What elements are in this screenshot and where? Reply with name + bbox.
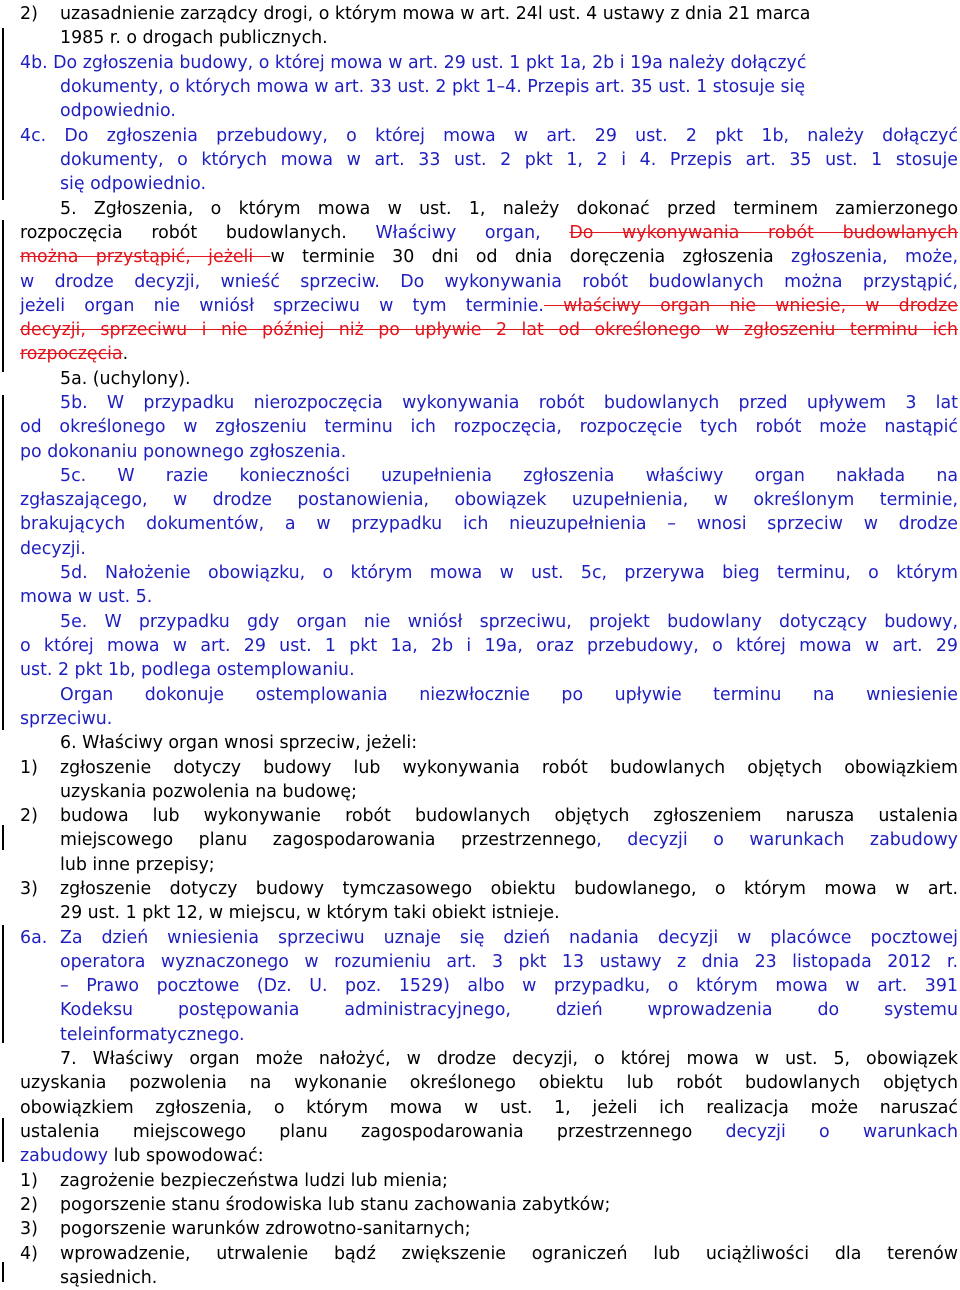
paragraph-5e-line: o której mowa w art. 29 ust. 1 pkt 1a, 2b i 19a, oraz przebudowy, o której mowa w art. 29 — [20, 636, 958, 656]
paragraph-4c-line: 4c. Do zgłoszenia przebudowy, o której mowa w art. 29 ust. 2 pkt 1b, należy dołączyć — [20, 126, 958, 146]
list-item-line: lub inne przepisy; — [60, 855, 215, 875]
paragraph-organ-line: sprzeciwu. — [20, 709, 113, 729]
list-item-line: wprowadzenie, utrwalenie bądź zwiększenie ograniczeń lub uciążliwości dla terenów — [60, 1244, 958, 1264]
list-number: 1) — [20, 758, 38, 778]
paragraph-7-line: 7. Właściwy organ może nałożyć, w drodze decyzji, o której mowa w ust. 5, obowiązek — [60, 1049, 958, 1069]
paragraph-5e-line: 5e. W przypadku gdy organ nie wniósł sprzeciwu, projekt budowlany dotyczący budowy, — [60, 612, 958, 632]
paragraph-4c-line: się odpowiednio. — [60, 174, 206, 194]
paragraph-5c-line: zgłaszającego, w drodze postanowienia, obowiązek uzupełnienia, w określonym terminie, — [20, 490, 958, 510]
paragraph-5-line: można przystąpić, jeżeli w terminie 30 dni od dnia doręczenia zgłoszenia zgłoszenia, może, — [20, 247, 958, 267]
paragraph-6a-line: – Prawo pocztowe (Dz. U. poz. 1529) albo w przypadku, o którym mowa w art. 391 — [60, 976, 958, 996]
paragraph-5-line: 5. Zgłoszenia, o którym mowa w ust. 1, należy dokonać przed terminem zamierzonego — [60, 199, 958, 219]
list-number: 6a. — [20, 928, 48, 948]
paragraph-5-line: w drodze decyzji, wnieść sprzeciw. Do wykonywania robót budowlanych można przystąpić, — [20, 272, 958, 292]
paragraph-7-line: obowiązkiem zgłoszenia, o którym mowa w ust. 1, jeżeli ich realizacja może naruszać — [20, 1098, 958, 1118]
paragraph-5-line: decyzji, sprzeciwu i nie później niż po upływie 2 lat od określonego w zgłoszeniu terminu ich — [20, 320, 958, 340]
list-number: 3) — [20, 879, 38, 899]
paragraph-7-line: ustalenia miejscowego planu zagospodarowania przestrzennego decyzji o warunkach — [20, 1122, 958, 1142]
paragraph-4b-line: 4b. Do zgłoszenia budowy, o której mowa w art. 29 ust. 1 pkt 1a, 2b i 19a należy dołączyć — [20, 53, 807, 73]
list-item-line: 29 ust. 1 pkt 12, w miejscu, w którym taki obiekt istnieje. — [60, 903, 560, 923]
change-bar — [2, 1118, 4, 1162]
paragraph-4c-line: dokumenty, o których mowa w art. 33 ust. 2 pkt 1, 2 i 4. Przepis art. 35 ust. 1 stosuje — [60, 150, 958, 170]
paragraph-7-line: uzyskania pozwolenia na wykonanie określonego obiektu lub robót budowlanych objętych — [20, 1073, 958, 1093]
paragraph-6: 6. Właściwy organ wnosi sprzeciw, jeżeli: — [60, 733, 418, 753]
list-number: 1) — [20, 1171, 38, 1191]
list-number: 4) — [20, 1244, 38, 1264]
list-number: 2) — [20, 4, 38, 24]
paragraph-5a: 5a. (uchylony). — [60, 369, 191, 389]
paragraph-5c-line: 5c. W razie konieczności uzupełnienia zgłoszenia właściwy organ nakłada na — [60, 466, 958, 486]
paragraph-5b-line: po dokonaniu ponownego zgłoszenia. — [20, 442, 347, 462]
paragraph-5d-line: 5d. Nałożenie obowiązku, o którym mowa w ust. 5c, przerywa bieg terminu, o którym — [60, 563, 958, 583]
list-number: 2) — [20, 1195, 38, 1215]
text-line: 1985 r. o drogach publicznych. — [60, 28, 328, 48]
change-bar — [2, 925, 4, 1043]
paragraph-6a-line: operatora wyznaczonego w rozumieniu art. 3 pkt 13 ustawy z dnia 23 listopada 2012 r. — [60, 952, 958, 972]
paragraph-organ-line: Organ dokonuje ostemplowania niezwłocznie po upływie terminu na wniesienie — [60, 685, 958, 705]
change-bar — [2, 1262, 4, 1282]
paragraph-5c-line: decyzji. — [20, 539, 86, 559]
paragraph-5-line: rozpoczęcia robót budowlanych. Właściwy organ, Do wykonywania robót budowlanych — [20, 223, 958, 243]
list-number: 3) — [20, 1219, 38, 1239]
paragraph-5b-line: od określonego w zgłoszeniu terminu ich rozpoczęcia, rozpoczęcie tych robót może nastąpić — [20, 417, 958, 437]
paragraph-7-line: zabudowy lub spowodować: — [20, 1146, 264, 1166]
list-number: 2) — [20, 806, 38, 826]
list-item-line: zgłoszenie dotyczy budowy lub wykonywania robót budowlanych objętych obowiązkiem — [60, 758, 958, 778]
paragraph-5c-line: brakujących dokumentów, a w przypadku ich nieuzupełnienia – wnosi sprzeciw w drodze — [20, 514, 958, 534]
paragraph-5-line: rozpoczęcia. — [20, 344, 129, 364]
change-bar — [2, 28, 4, 200]
paragraph-5b-line: 5b. W przypadku nierozpoczęcia wykonywania robót budowlanych przed upływem 3 lat — [60, 393, 958, 413]
change-bar — [2, 825, 4, 850]
list-item-line: zagrożenie bezpieczeństwa ludzi lub mienia; — [60, 1171, 448, 1191]
paragraph-6a-line: teleinformatycznego. — [60, 1025, 245, 1045]
list-item-line: pogorszenie warunków zdrowotno-sanitarnych; — [60, 1219, 471, 1239]
paragraph-5d-line: mowa w ust. 5. — [20, 587, 153, 607]
list-item-line: budowa lub wykonywanie robót budowlanych objętych zgłoszeniem narusza ustalenia — [60, 806, 958, 826]
change-bar — [2, 220, 4, 372]
paragraph-4b-line: odpowiednio. — [60, 101, 176, 121]
paragraph-5e-line: ust. 2 pkt 1b, podlega ostemplowaniu. — [20, 660, 355, 680]
list-item-line: zgłoszenie dotyczy budowy tymczasowego obiektu budowlanego, o którym mowa w art. — [60, 879, 958, 899]
list-item-line: miejscowego planu zagospodarowania przestrzennego, decyzji o warunkach zabudowy — [60, 830, 958, 850]
list-item-line: sąsiednich. — [60, 1268, 158, 1288]
list-item-line: pogorszenie stanu środowiska lub stanu zachowania zabytków; — [60, 1195, 611, 1215]
list-item-line: uzyskania pozwolenia na budowę; — [60, 782, 357, 802]
text-line: uzasadnienie zarządcy drogi, o którym mowa w art. 24l ust. 4 ustawy z dnia 21 marca — [60, 4, 811, 24]
paragraph-6a-line: Kodeksu postępowania administracyjnego, dzień wprowadzenia do systemu — [60, 1000, 958, 1020]
paragraph-6a-line: Za dzień wniesienia sprzeciwu uznaje się dzień nadania decyzji w placówce pocztowej — [60, 928, 958, 948]
paragraph-5-line: jeżeli organ nie wniósł sprzeciwu w tym terminie. właściwy organ nie wniesie, w drodze — [20, 296, 958, 316]
change-bar — [2, 395, 4, 730]
paragraph-4b-line: dokumenty, o których mowa w art. 33 ust. 2 pkt 1–4. Przepis art. 35 ust. 1 stosuje się — [60, 77, 806, 97]
